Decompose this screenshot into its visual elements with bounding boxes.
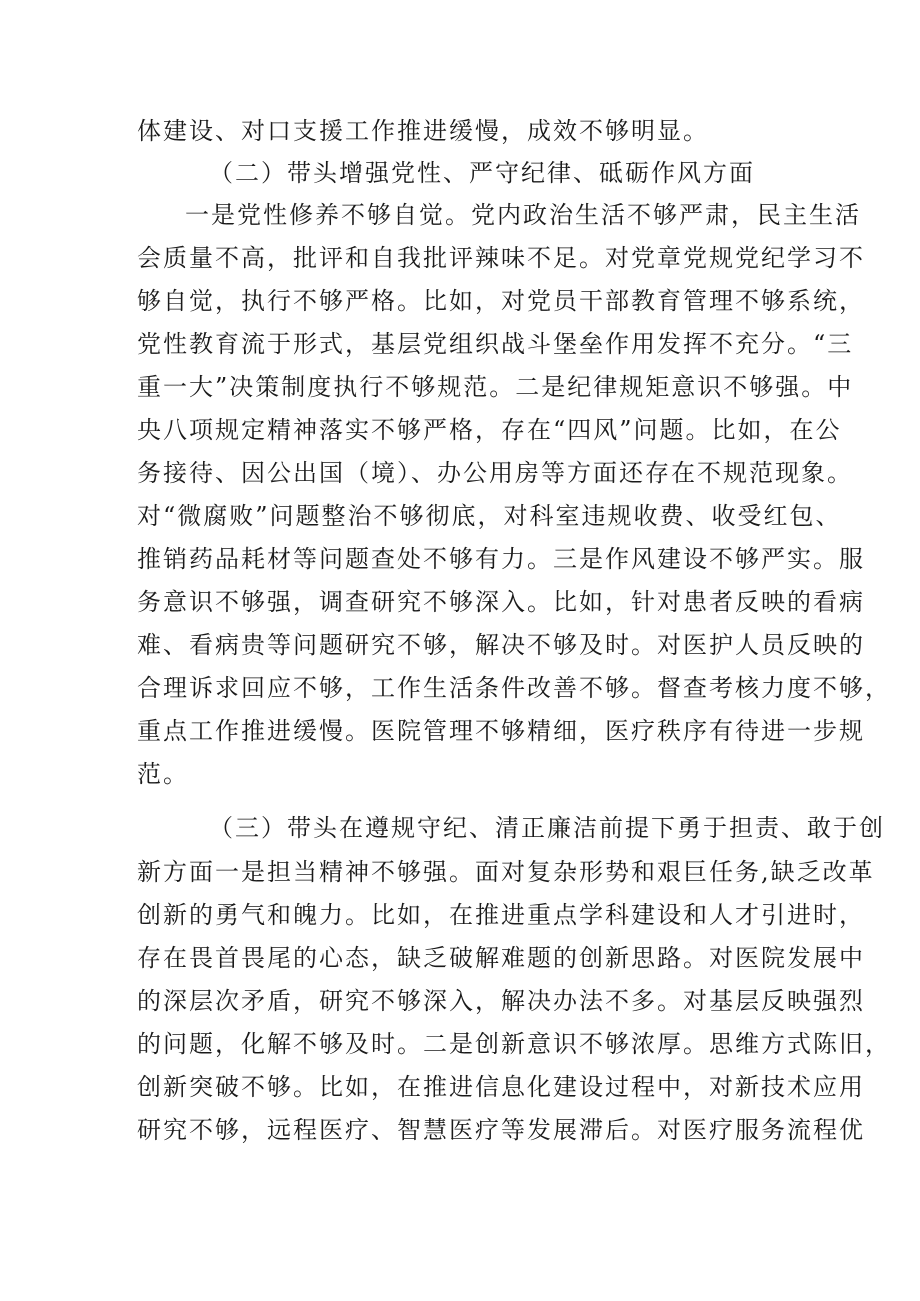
section-heading-3: （三）带头在遵规守纪、清正廉洁前提下勇于担责、敢于创	[209, 814, 885, 842]
paragraph-line: 推销药品耗材等问题查处不够有力。三是作风建设不够严实。服	[137, 545, 865, 573]
paragraph-line: 的深层次矛盾，研究不够深入，解决办法不多。对基层反映强烈	[137, 987, 865, 1015]
paragraph-line: 合理诉求回应不够，工作生活条件改善不够。督查考核力度不够，	[137, 674, 891, 702]
paragraph-line: 存在畏首畏尾的心态，缺乏破解难题的创新思路。对医院发展中	[137, 944, 865, 972]
paragraph-line: 重一大”决策制度执行不够规范。二是纪律规矩意识不够强。中	[137, 373, 854, 401]
paragraph-line: 创新突破不够。比如，在推进信息化建设过程中，对新技术应用	[137, 1073, 865, 1101]
section-heading-2: （二）带头增强党性、严守纪律、砥砺作风方面	[209, 159, 755, 187]
paragraph-line: 一是党性修养不够自觉。党内政治生活不够严肃，民主生活	[185, 201, 861, 229]
paragraph-line: 央八项规定精神落实不够严格，存在“四风”问题。比如，在公	[137, 416, 842, 444]
paragraph-line: 够自觉，执行不够严格。比如，对党员干部教育管理不够系统，	[137, 287, 865, 315]
paragraph-line: 新方面一是担当精神不够强。面对复杂形势和艰巨任务,缺乏改革	[137, 858, 875, 886]
paragraph-line: 创新的勇气和魄力。比如，在推进重点学科建设和人才引进时，	[137, 901, 865, 929]
paragraph-line: 研究不够，远程医疗、智慧医疗等发展滞后。对医疗服务流程优	[137, 1116, 865, 1144]
paragraph-line: 重点工作推进缓慢。医院管理不够精细，医疗秩序有待进一步规	[137, 717, 865, 745]
paragraph-line: 党性教育流于形式，基层党组织战斗堡垒作用发挥不充分。“三	[137, 330, 854, 358]
paragraph-line: 务意识不够强，调查研究不够深入。比如，针对患者反映的看病	[137, 588, 865, 616]
paragraph-line: 会质量不高，批评和自我批评辣味不足。对党章党规党纪学习不	[137, 244, 865, 272]
paragraph-line: 范。	[137, 760, 189, 788]
paragraph-line: 务接待、因公出国（境）、办公用房等方面还存在不规范现象。	[137, 459, 853, 487]
paragraph-line: 难、看病贵等问题研究不够，解决不够及时。对医护人员反映的	[137, 631, 865, 659]
paragraph-line: 体建设、对口支援工作推进缓慢，成效不够明显。	[137, 117, 709, 145]
paragraph-line: 的问题，化解不够及时。二是创新意识不够浓厚。思维方式陈旧，	[137, 1030, 891, 1058]
paragraph-line: 对“微腐败”问题整治不够彻底，对科室违规收费、收受红包、	[137, 502, 842, 530]
